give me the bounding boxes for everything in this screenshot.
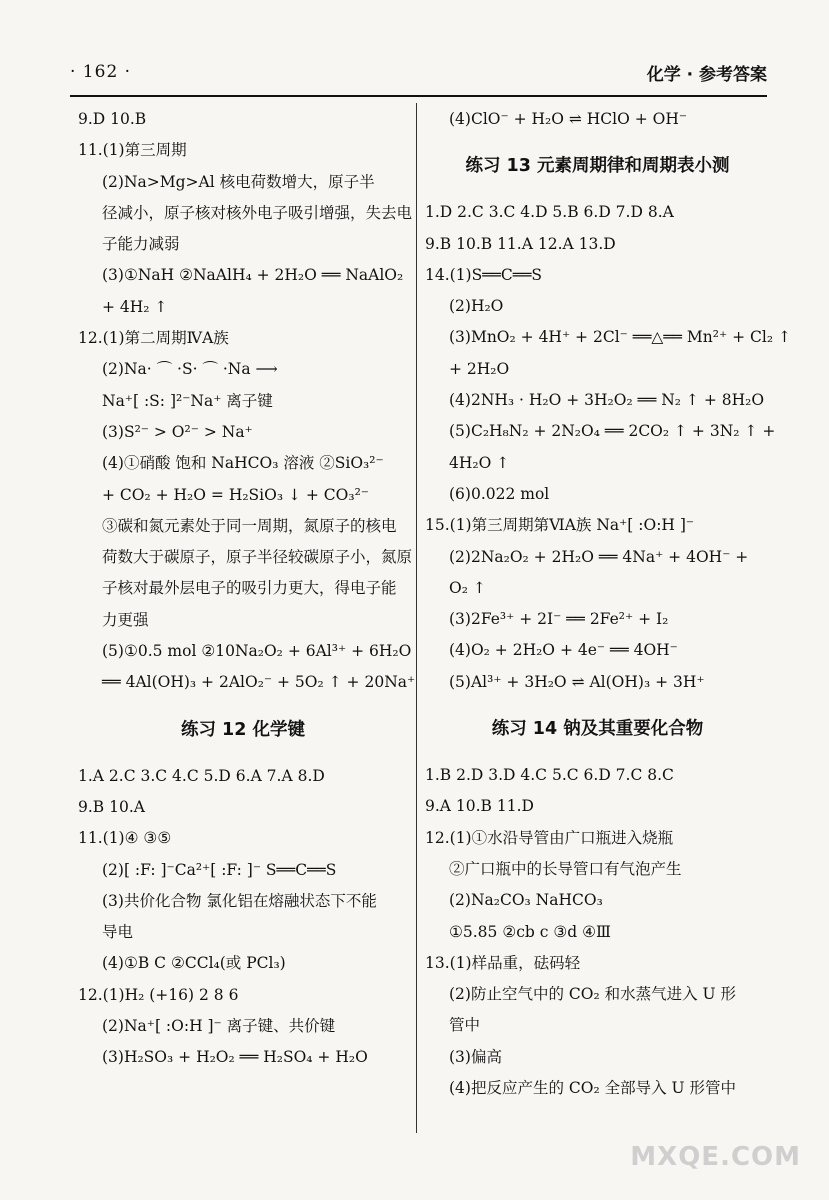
left-column	[78, 104, 416, 1074]
answer-line: (3)MnO₂ + 4H⁺ + 2Cl⁻ ══△══ Mn²⁺ + Cl₂ ↑	[449, 328, 791, 347]
answer-line: 子能力减弱	[102, 235, 180, 254]
answer-line: (2)[ :F: ]⁻Ca²⁺[ :F: ]⁻ S══C══S	[102, 860, 337, 879]
answer-line: (2)Na>Mg>Al 核电荷数增大，原子半	[102, 172, 375, 191]
answer-line: (5)①0.5 mol ②10Na₂O₂ + 6Al³⁺ + 6H₂O	[102, 642, 412, 661]
answer-line: (3)偏高	[449, 1047, 502, 1066]
page-header	[70, 52, 767, 92]
answer-line: (4)ClO⁻ + H₂O ⇌ HClO + OH⁻	[449, 110, 688, 128]
answer-line: 13.(1)样品重，砝码轻	[425, 953, 581, 972]
answer-line: (2)Na· ⌒ ·S· ⌒ ·Na ⟶	[102, 360, 278, 379]
answer-line: (2)H₂O	[449, 297, 504, 316]
answer-line: (2)防止空气中的 CO₂ 和水蒸气进入 U 形	[449, 985, 737, 1004]
answer-line: (3)H₂SO₃ + H₂O₂ ══ H₂SO₄ + H₂O	[102, 1048, 368, 1067]
section-title: 练习 12 化学键	[180, 719, 306, 740]
answer-line: (4)O₂ + 2H₂O + 4e⁻ ══ 4OH⁻	[449, 641, 678, 660]
answer-line: 径减小，原子核对核外电子吸引增强，失去电	[102, 203, 413, 222]
answer-line: (4)2NH₃ · H₂O + 3H₂O₂ ══ N₂ ↑ + 8H₂O	[449, 391, 765, 410]
answer-line: ①5.85 ②cb c ③d ④Ⅲ	[449, 922, 611, 941]
answer-line: + 4H₂ ↑	[102, 297, 168, 316]
answer-line: 12.(1)第二周期ⅣA族	[78, 329, 229, 348]
right-column	[425, 104, 791, 1104]
answer-line: (2)Na⁺[ :O:H ]⁻ 离子键、共价键	[102, 1017, 336, 1036]
header-rule	[70, 95, 767, 97]
answer-line: 9.B 10.B 11.A 12.A 13.D	[425, 234, 616, 253]
answer-line: 12.(1)H₂ (+16) 2 8 6	[78, 985, 239, 1004]
answer-line: 11.(1)第三周期	[78, 141, 187, 160]
answer-line: 管中	[449, 1016, 481, 1035]
answer-line: ══ 4Al(OH)₃ + 2AlO₂⁻ + 5O₂ ↑ + 20Na⁺	[102, 673, 416, 692]
answer-line: (3)①NaH ②NaAlH₄ + 2H₂O ══ NaAlO₂	[102, 266, 404, 285]
section-title: 练习 14 钠及其重要化合物	[491, 719, 704, 740]
answer-line: Na⁺[ :S: ]²⁻Na⁺ 离子键	[102, 391, 273, 410]
watermark-logo: MXQE.COM	[630, 1142, 801, 1172]
answer-line: + CO₂ + H₂O = H₂SiO₃ ↓ + CO₃²⁻	[102, 485, 369, 504]
answer-line: (3)共价化合物 氯化铝在熔融状态下不能	[102, 891, 377, 910]
answer-line: 4H₂O ↑	[449, 453, 510, 472]
answer-line: (5)C₂H₈N₂ + 2N₂O₄ ══ 2CO₂ ↑ + 3N₂ ↑ +	[449, 422, 776, 441]
answer-line: (4)①硝酸 饱和 NaHCO₃ 溶液 ②SiO₃²⁻	[102, 454, 384, 473]
answer-line: (3)2Fe³⁺ + 2I⁻ ══ 2Fe²⁺ + I₂	[449, 610, 669, 629]
answer-line: 12.(1)①水沿导管由广口瓶进入烧瓶	[425, 828, 674, 847]
answer-line: (4)把反应产生的 CO₂ 全部导入 U 形管中	[449, 1079, 737, 1098]
subject-title: 化学 · 参考答案	[646, 64, 767, 85]
answer-line: + 2H₂O	[449, 359, 510, 378]
answer-line: (4)①B C ②CCl₄(或 PCl₃)	[102, 954, 286, 973]
answer-line: 力更强	[102, 610, 149, 629]
column-divider	[416, 103, 417, 1133]
answer-line: ③碳和氮元素处于同一周期，氮原子的核电	[102, 516, 397, 535]
answer-line: 9.A 10.B 11.D	[425, 797, 534, 816]
answer-line: 荷数大于碳原子，原子半径较碳原子小，氮原	[102, 548, 413, 567]
answer-line: 9.D 10.B	[78, 110, 147, 128]
answer-line: 1.A 2.C 3.C 4.C 5.D 6.A 7.A 8.D	[78, 766, 325, 785]
answer-line: 子核对最外层电子的吸引力更大，得电子能	[102, 579, 397, 598]
answer-line: O₂ ↑	[449, 578, 486, 597]
answer-line: 15.(1)第三周期第ⅥA族 Na⁺[ :O:H ]⁻	[425, 516, 695, 535]
answer-line: ②广口瓶中的长导管口有气泡产生	[449, 859, 682, 878]
answer-line: 11.(1)④ ③⑤	[78, 829, 172, 848]
answer-line: (2)2Na₂O₂ + 2H₂O ══ 4Na⁺ + 4OH⁻ +	[449, 547, 749, 566]
answer-line: 14.(1)S══C══S	[425, 265, 543, 284]
answer-line: (3)S²⁻ > O²⁻ > Na⁺	[102, 422, 253, 441]
answer-line: (6)0.022 mol	[449, 484, 550, 503]
answer-line: (2)Na₂CO₃ NaHCO₃	[449, 891, 603, 910]
answer-line: (5)Al³⁺ + 3H₂O ⇌ Al(OH)₃ + 3H⁺	[449, 672, 705, 691]
section-title: 练习 13 元素周期律和周期表小测	[465, 156, 730, 177]
answer-line: 导电	[102, 923, 134, 942]
answer-line: 1.D 2.C 3.C 4.D 5.B 6.D 7.D 8.A	[425, 203, 674, 222]
page-number: · 162 ·	[70, 62, 132, 82]
answer-line: 9.B 10.A	[78, 797, 145, 816]
answer-line: 1.B 2.D 3.D 4.C 5.C 6.D 7.C 8.C	[425, 766, 674, 785]
